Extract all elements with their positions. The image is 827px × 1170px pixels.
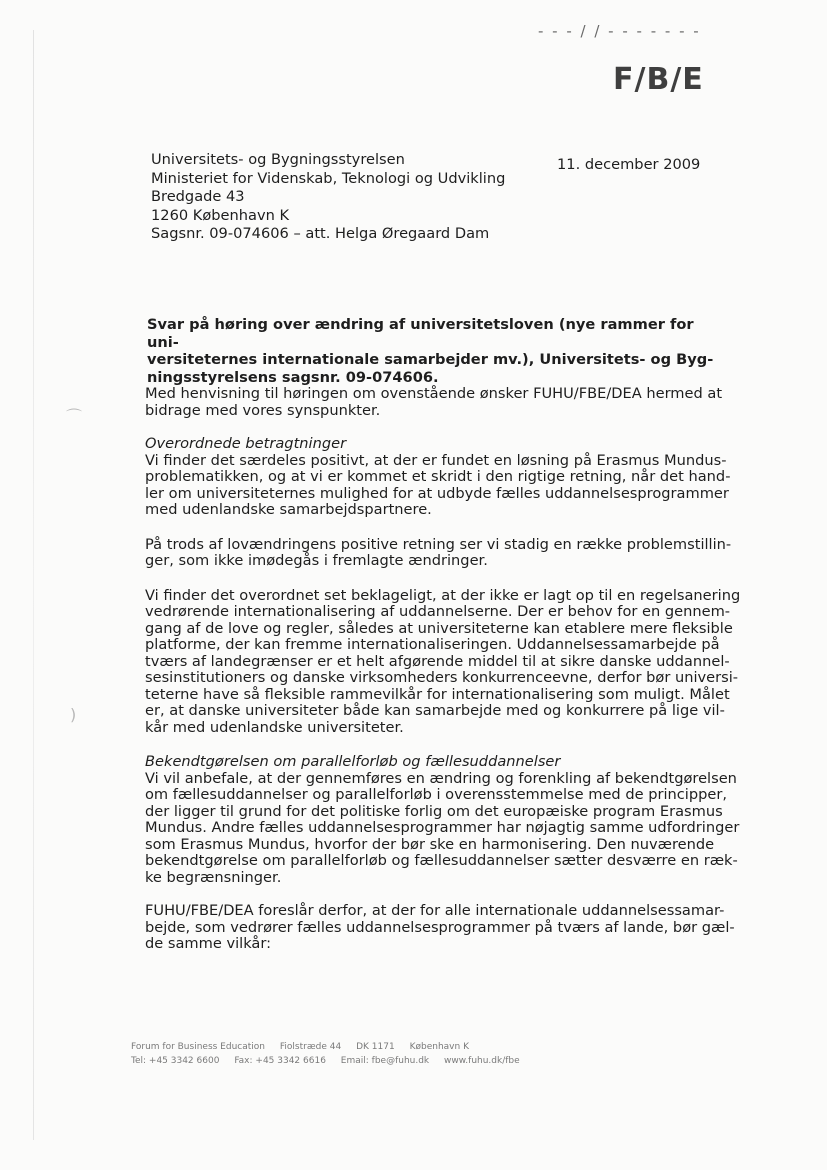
text-line: ke begrænsninger. <box>145 868 282 886</box>
text-line: På trods af lovændringens positive retning ser vi stadig en række problemstillin- <box>145 535 732 553</box>
text-line: ler om universiteternes mulighed for at udbyde fælles uddannelsesprogrammer <box>145 484 729 502</box>
section2-paragraph-2 <box>145 903 735 953</box>
recipient-address <box>151 151 505 244</box>
address-line: Bredgade 43 <box>151 188 245 205</box>
fbe-logo: F/B/E <box>613 62 704 97</box>
subject-heading <box>147 316 722 386</box>
text-line: der ligger til grund for det politiske forlig om det europæiske program Erasmus <box>145 802 723 820</box>
address-line: Universitets- og Bygningsstyrelsen <box>151 151 405 168</box>
subject-line: Svar på høring over ændring af universitetsloven (nye rammer for uni- <box>147 316 694 351</box>
section2-block <box>145 753 740 886</box>
footer-email: Email: fbe@fuhu.dk <box>340 1056 430 1066</box>
text-line: med udenlandske samarbejdspartnere. <box>145 501 432 518</box>
text-line: vedrørende internationalisering af uddannelserne. Der er behov for en gennem- <box>145 603 731 620</box>
text-line: platforme, der kan fremme internationaliseringen. Uddannelsessamarbejde på <box>145 636 720 653</box>
text-line: Vi finder det overordnet set beklageligt, at der ikke er lagt op til en regelsanering <box>145 586 741 604</box>
section1-paragraph-3 <box>145 586 741 737</box>
footer-tel: Tel: +45 3342 6600 <box>131 1056 220 1066</box>
scan-edge-line <box>33 30 34 1140</box>
text-line: bekendtgørelse om parallelforløb og fællesuddannelser sætter desværre en ræk- <box>145 852 738 869</box>
text-line: Vi finder det særdeles positivt, at der er fundet en løsning på Erasmus Mundus- <box>145 451 727 469</box>
text-line: bejde, som vedrører fælles uddannelsesprogrammer på tværs af lande, bør gæl- <box>145 918 735 936</box>
text-line: teterne have så fleksible rammevilkår for internationalisering som muligt. Målet <box>145 685 730 703</box>
footer-street: Fiolstræde 44 <box>279 1042 342 1052</box>
text-line: Mundus. Andre fælles uddannelsesprogrammer har nøjagtig samme udfordringer <box>145 819 740 836</box>
text-line: som Erasmus Mundus, hvorfor der bør ske en harmonisering. Den nuværende <box>145 835 715 853</box>
footer-city: København K <box>409 1042 469 1052</box>
footer-web: www.fuhu.dk/fbe <box>444 1056 520 1066</box>
letter-footer <box>131 1040 532 1068</box>
text-line: gang af de love og regler, således at universiteterne kan etablere mere fleksible <box>145 619 733 637</box>
text-line: sesinstitutioners og danske virksomheders konkurrenceevne, derfor bør universi- <box>145 669 739 686</box>
text-line: bidrage med vores synspunkter. <box>145 401 381 419</box>
subject-line: ningsstyrelsens sagsnr. 09-074606. <box>147 368 439 386</box>
scan-artifact-mark: ⌒ <box>66 407 83 426</box>
letter-body <box>145 385 741 970</box>
subject-line: versiteternes internationale samarbejder mv.), Universitets- og Byg- <box>147 351 714 368</box>
footer-postal: DK 1171 <box>356 1042 395 1052</box>
footer-fax: Fax: +45 3342 6616 <box>234 1056 326 1066</box>
text-line: er, at danske universiteter både kan samarbejde med og konkurrere på lige vil- <box>145 702 725 719</box>
address-line: Ministeriet for Videnskab, Teknologi og Udvikling <box>151 169 506 187</box>
section1-block <box>145 436 735 519</box>
text-line: FUHU/FBE/DEA foreslår derfor, at der for alle internationale uddannelsessamar- <box>145 902 725 919</box>
section1-heading: Overordnede betragtninger <box>145 435 347 452</box>
intro-paragraph <box>145 386 735 419</box>
section1-paragraph-2 <box>145 537 735 570</box>
text-line: Med henvisning til høringen om ovenstående ønsker FUHU/FBE/DEA hermed at <box>145 385 723 402</box>
text-line: om fællesuddannelser og parallelforløb i overensstemmelse med de principper, <box>145 786 727 803</box>
fax-stamp: - - - / / - - - - - - - <box>538 22 701 40</box>
address-line: 1260 København K <box>151 206 290 224</box>
text-line: Vi vil anbefale, at der gennemføres en ændring og forenkling af bekendtgørelsen <box>145 769 737 787</box>
letter-date: 11. december 2009 <box>557 156 701 173</box>
text-line: kår med udenlandske universiteter. <box>145 718 404 736</box>
text-line: de samme vilkår: <box>145 935 272 952</box>
scan-artifact-mark: ) <box>70 705 77 724</box>
address-line: Sagsnr. 09-074606 – att. Helga Øregaard Dam <box>151 225 490 242</box>
text-line: tværs af landegrænser er et helt afgørende middel til at sikre danske uddannel- <box>145 652 730 670</box>
text-line: problematikken, og at vi er kommet et skridt i den rigtige retning, når det hand- <box>145 468 731 485</box>
footer-org: Forum for Business Education <box>131 1042 265 1052</box>
section2-heading: Bekendtgørelsen om parallelforløb og fællesuddannelser <box>145 753 561 770</box>
text-line: ger, som ikke imødegås i fremlagte ændringer. <box>145 552 488 569</box>
